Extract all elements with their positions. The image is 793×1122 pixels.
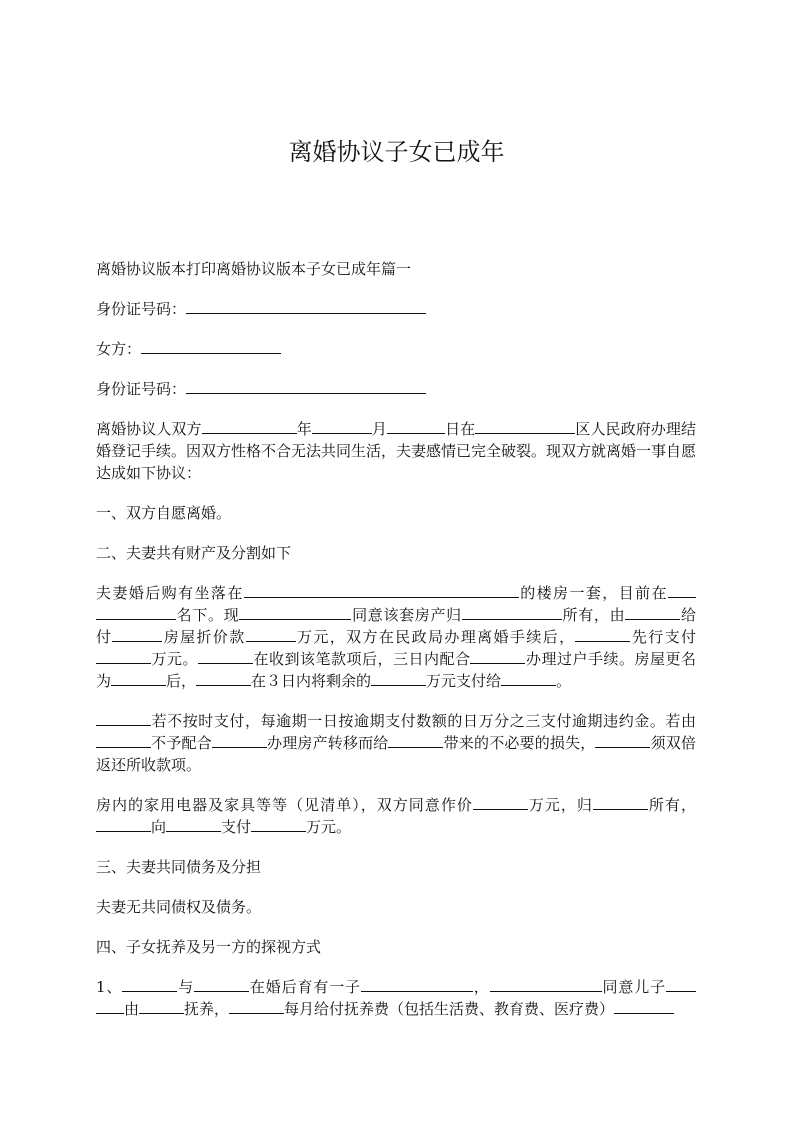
blank-field <box>202 419 297 434</box>
blank-field <box>96 999 124 1014</box>
text: 在３日内将剩余的 <box>251 672 372 690</box>
text: 一、双方自愿离婚。 <box>96 504 232 522</box>
blank-field <box>312 419 372 434</box>
text: 房内的家用电器及家具等等（见清单），双方同意作价 <box>96 796 473 814</box>
blank-field <box>575 627 630 642</box>
id-number-line-1 <box>96 298 696 320</box>
blank-field <box>246 627 296 642</box>
text: 离婚协议人双方 <box>96 420 202 438</box>
blank-field <box>198 649 253 664</box>
clause-4-heading <box>96 936 696 958</box>
blank-field <box>229 999 284 1014</box>
blank-field <box>96 711 151 726</box>
blank-field <box>473 795 528 810</box>
paragraph-furniture <box>96 794 696 838</box>
clause-1 <box>96 502 696 524</box>
blank-field <box>595 733 650 748</box>
text: 名下。现 <box>176 606 240 624</box>
blank-field <box>251 817 306 832</box>
blank-field <box>462 605 562 620</box>
text: 日在 <box>445 420 476 438</box>
paragraph-property <box>96 582 696 692</box>
text: 办理过户手续。房屋更名为 <box>96 650 696 690</box>
blank-field <box>361 977 473 992</box>
text: 若不按时支付，每逾期一日按逾期支付数额的日万分之三支付逾期违约金。若由 <box>151 712 696 730</box>
text: 支付 <box>221 818 252 836</box>
blank-field <box>470 649 525 664</box>
text: 每月给付抚养费（包括生活费、教育费、医疗费） <box>284 1000 615 1018</box>
paragraph-penalty <box>96 710 696 776</box>
blank-field <box>111 671 166 686</box>
text: 同意该套房产归 <box>351 606 462 624</box>
text: 万元，归 <box>527 796 593 814</box>
blank-field <box>593 795 648 810</box>
paragraph-debts <box>96 896 696 918</box>
blank-field <box>196 671 251 686</box>
blank-field <box>96 649 151 664</box>
blank-field <box>501 671 556 686</box>
text: ， <box>472 978 490 996</box>
document-title: 离婚协议子女已成年 <box>288 138 505 166</box>
text: 月 <box>371 420 387 438</box>
blank-field <box>141 339 281 354</box>
female-line <box>96 338 696 360</box>
text: 万元支付给 <box>426 672 502 690</box>
text: 抚养， <box>184 1000 230 1018</box>
text: 。 <box>556 672 572 690</box>
blank-field <box>96 733 151 748</box>
paragraph-marriage <box>96 418 696 484</box>
blank-field <box>388 733 443 748</box>
text: 给付 <box>96 606 696 646</box>
text: 三、夫妻共同债务及分担 <box>96 858 262 876</box>
clause-2-heading <box>96 542 696 564</box>
text: 带来的不必要的损失， <box>443 734 596 752</box>
text: 后， <box>166 672 197 690</box>
blank-field <box>139 999 184 1014</box>
text: 的楼房一套，目前在 <box>518 584 668 602</box>
blank-field <box>212 733 267 748</box>
text: 四、子女抚养及另一方的探视方式 <box>96 938 322 956</box>
text: 年 <box>296 420 312 438</box>
id-number-line-2 <box>96 378 696 400</box>
text: 夫妻婚后购有坐落在 <box>96 584 244 602</box>
text: 不予配合 <box>151 734 212 752</box>
id-label: 身份证号码： <box>96 380 187 398</box>
blank-field <box>166 817 221 832</box>
text: 向 <box>151 818 167 836</box>
blank-field <box>96 817 151 832</box>
blank-field <box>96 605 176 620</box>
text: 所有， <box>647 796 696 814</box>
female-label: 女方： <box>96 340 142 358</box>
id-label: 身份证号码： <box>96 300 187 318</box>
blank-field <box>475 419 575 434</box>
blank-field <box>239 605 351 620</box>
clause-3-heading <box>96 856 696 878</box>
blank-field <box>625 605 680 620</box>
text: 在婚后育有一子 <box>249 978 361 996</box>
blank-field <box>194 977 249 992</box>
paragraph-custody <box>96 976 696 1020</box>
blank-field <box>186 379 426 394</box>
text: 与 <box>177 978 195 996</box>
blank-field <box>186 299 426 314</box>
text: 万元，双方在民政局办理离婚手续后， <box>295 628 576 646</box>
blank-field <box>244 583 519 598</box>
text: 万元。 <box>151 650 198 668</box>
text: 办理房产转移而给 <box>266 734 389 752</box>
blank-field <box>371 671 426 686</box>
text: 房屋折价款 <box>162 628 246 646</box>
text: 万元。 <box>306 818 352 836</box>
text: 1、 <box>96 978 123 996</box>
text: 夫妻无共同债权及债务。 <box>96 898 262 916</box>
text: 先行支付 <box>630 628 696 646</box>
blank-field <box>112 627 162 642</box>
text: 区人民政府办理结婚登记手续。因双方性格不合无法共同生活，夫妻感情已完全破裂。现双方就离婚一事自愿达成如下协议： <box>96 420 697 482</box>
blank-field <box>668 583 696 598</box>
text: 二、夫妻共有财产及分割如下 <box>96 544 292 562</box>
blank-field <box>490 977 602 992</box>
blank-field <box>614 999 674 1014</box>
text: 须双倍返还所收款项。 <box>96 734 696 774</box>
blank-field <box>387 419 445 434</box>
text: 由 <box>124 1000 140 1018</box>
blank-field <box>666 977 696 992</box>
text: 同意儿子 <box>601 978 666 996</box>
text: 所有，由 <box>561 606 626 624</box>
section-heading <box>96 258 696 280</box>
document-body <box>96 258 696 1038</box>
blank-field <box>122 977 177 992</box>
heading-text: 离婚协议版本打印离婚协议版本子女已成年篇一 <box>96 260 412 278</box>
text: 在收到该笔款项后，三日内配合 <box>253 650 471 668</box>
